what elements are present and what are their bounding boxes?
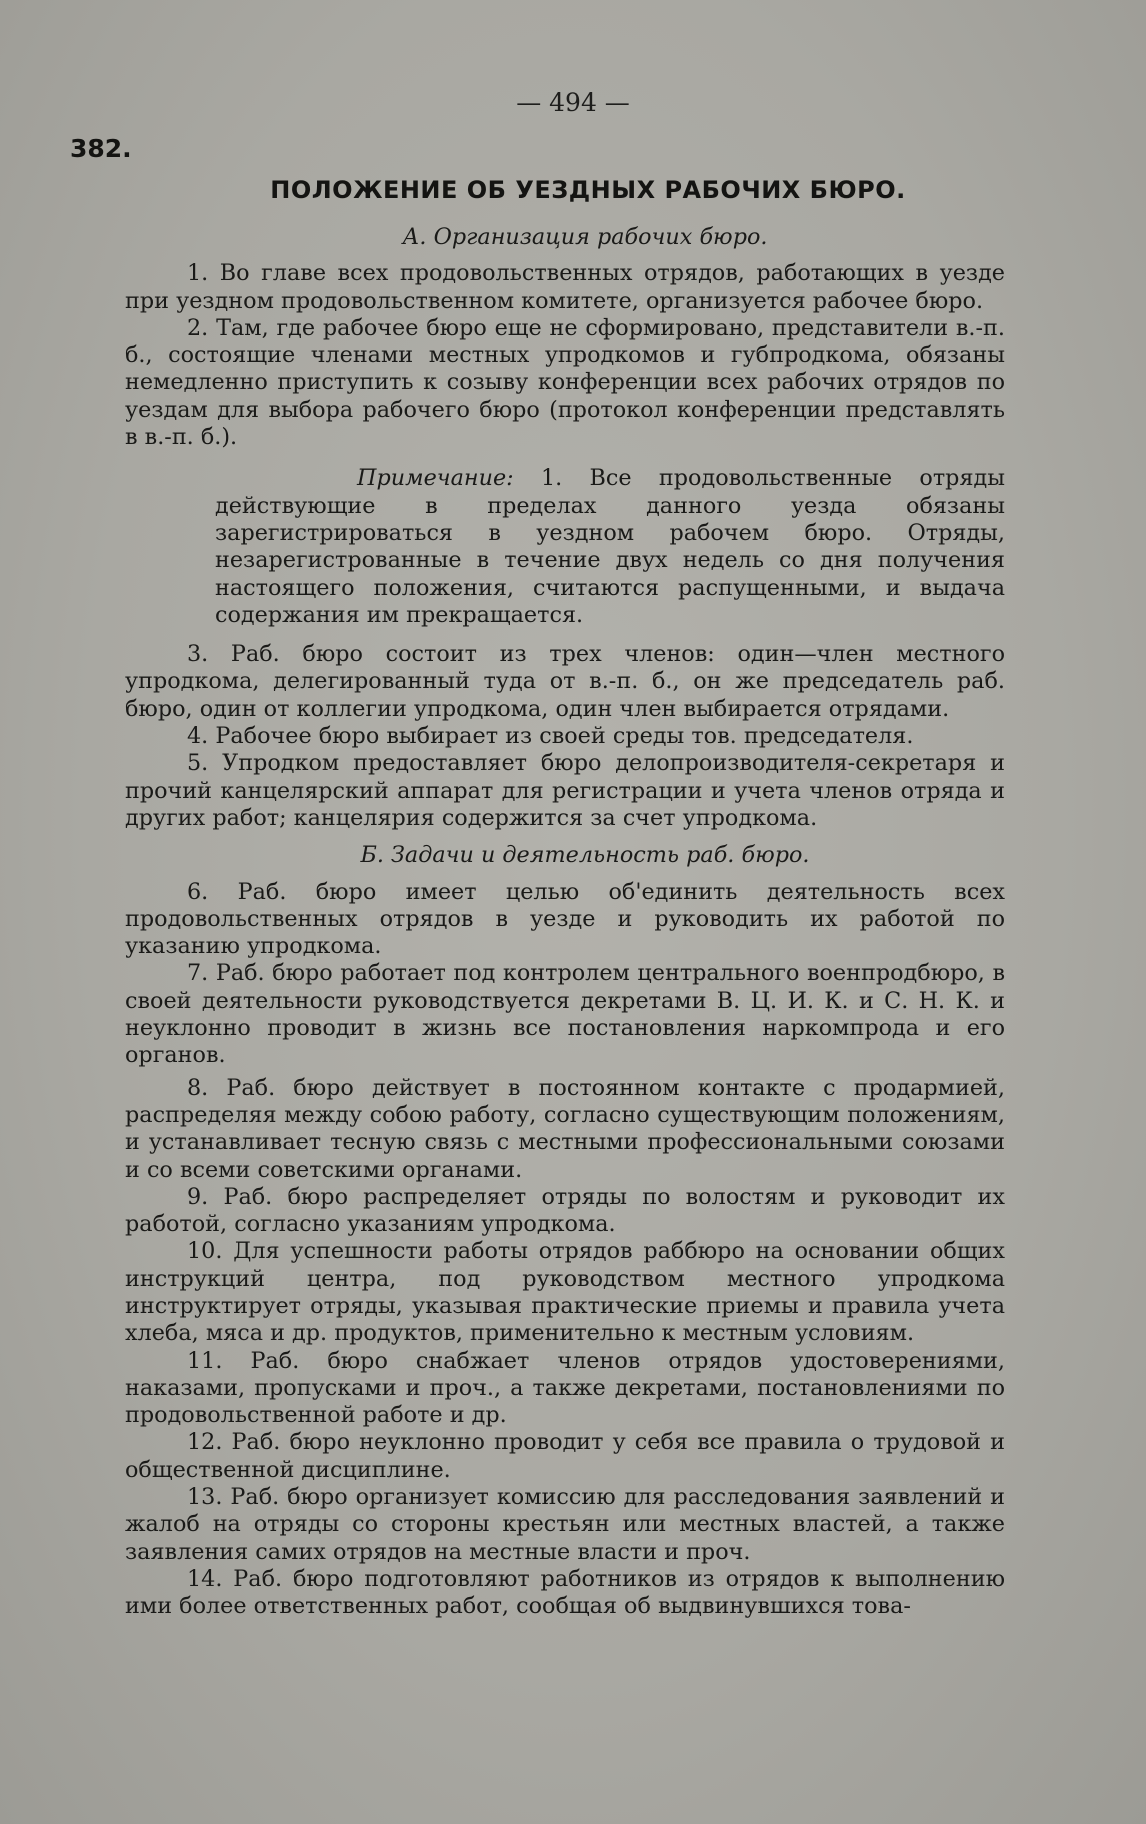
paragraph-14: 14. Раб. бюро подготовляют работников из отрядов к выполнению ими более ответственных работ, сообщая об выдвинувшихся това- <box>125 1565 1005 1620</box>
section-b-heading: Б. Задачи и деятельность раб. бюро. <box>360 842 810 869</box>
document-title: ПОЛОЖЕНИЕ ОБ УЕЗДНЫХ РАБОЧИХ БЮРО. <box>270 176 906 204</box>
paragraph-4: 4. Рабочее бюро выбирает из своей среды тов. председателя. <box>187 723 914 750</box>
paragraph-10: 10. Для успешности работы отрядов раббюро на основании общих инструкций центра, под руководством местного упродкома инструктирует отряды, указывая практические приемы и правила учета хлеба, мяса и др. продуктов, применительно к местным условиям. <box>125 1238 1005 1347</box>
page-number: — 494 — <box>516 88 630 117</box>
document-body <box>125 224 1005 1621</box>
paragraph-8: 8. Раб. бюро действует в постоянном контакте с продармией, распределяя между собою работу, согласно существующим положениям, и устанавливает тесную связь с местными профессиональными союзами и со всеми советскими органами. <box>125 1074 1005 1183</box>
paragraph-1: 1. Во главе всех продовольственных отрядов, работающих в уезде при уездном продовольственном комитете, организуется рабочее бюро. <box>125 260 1005 314</box>
paragraph-12: 12. Раб. бюро неуклонно проводит у себя все правила о трудовой и общественной дисциплине. <box>125 1429 1005 1483</box>
paragraph-2: 2. Там, где рабочее бюро еще не сформировано, представители в.-п. б., состоящие членами местных упродкомов и губпродкома, обязаны немедленно приступить к созыву конференции всех рабочих отрядов по уездам для выбора рабочего бюро (протокол конференции представлять в в.-п. б.). <box>125 314 1005 451</box>
paragraph-11: 11. Раб. бюро снабжает членов отрядов удостоверениями, наказами, пропусками и проч., а также декретами, постановлениями по продовольственной работе и др. <box>125 1347 1005 1429</box>
paragraph-3: 3. Раб. бюро состоит из трех членов: один—член местного упродкома, делегированный туда от в.-п. б., он же председатель раб. бюро, один от коллегии упродкома, один член выбирается отрядами. <box>125 641 1005 722</box>
note <box>215 465 1005 629</box>
document-number: 382. <box>70 134 132 163</box>
paragraph-5: 5. Упродком предоставляет бюро делопроизводителя-секретаря и прочий канцелярский аппарат для регистрации и учета членов отряда и других работ; канцелярия содержится за счет упродкома. <box>125 750 1005 831</box>
note-label: Примечание: <box>357 465 514 492</box>
note-text: 1. Все продовольственные отряды действующие в пределах данного уезда обязаны зарегистрироваться в уездном рабочем бюро. Отряды, незарегистрованные в течение двух недель со дня получения настоящего положения, считаются распущенными, и выдача содержания им прекращается. <box>215 465 1005 628</box>
paragraph-7: 7. Раб. бюро работает под контролем центрального военпродбюро, в своей деятельности руководствуется декретами В. Ц. И. К. и С. Н. К. и неуклонно проводит в жизнь все постановления наркомпрода и его органов. <box>125 960 1005 1069</box>
paragraph-13: 13. Раб. бюро организует комиссию для расследования заявлений и жалоб на отряды со стороны крестьян или местных властей, а также заявления самих отрядов на местные власти и проч. <box>125 1484 1005 1565</box>
paragraph-6: 6. Раб. бюро имеет целью об'единить деятельность всех продовольственных отрядов в уезде и руководить их работой по указанию упродкома. <box>125 878 1005 960</box>
paragraph-9: 9. Раб. бюро распределяет отряды по волостям и руководит их работой, согласно указаниям упродкома. <box>125 1183 1005 1238</box>
section-a-heading: А. Организация рабочих бюро. <box>402 224 768 250</box>
